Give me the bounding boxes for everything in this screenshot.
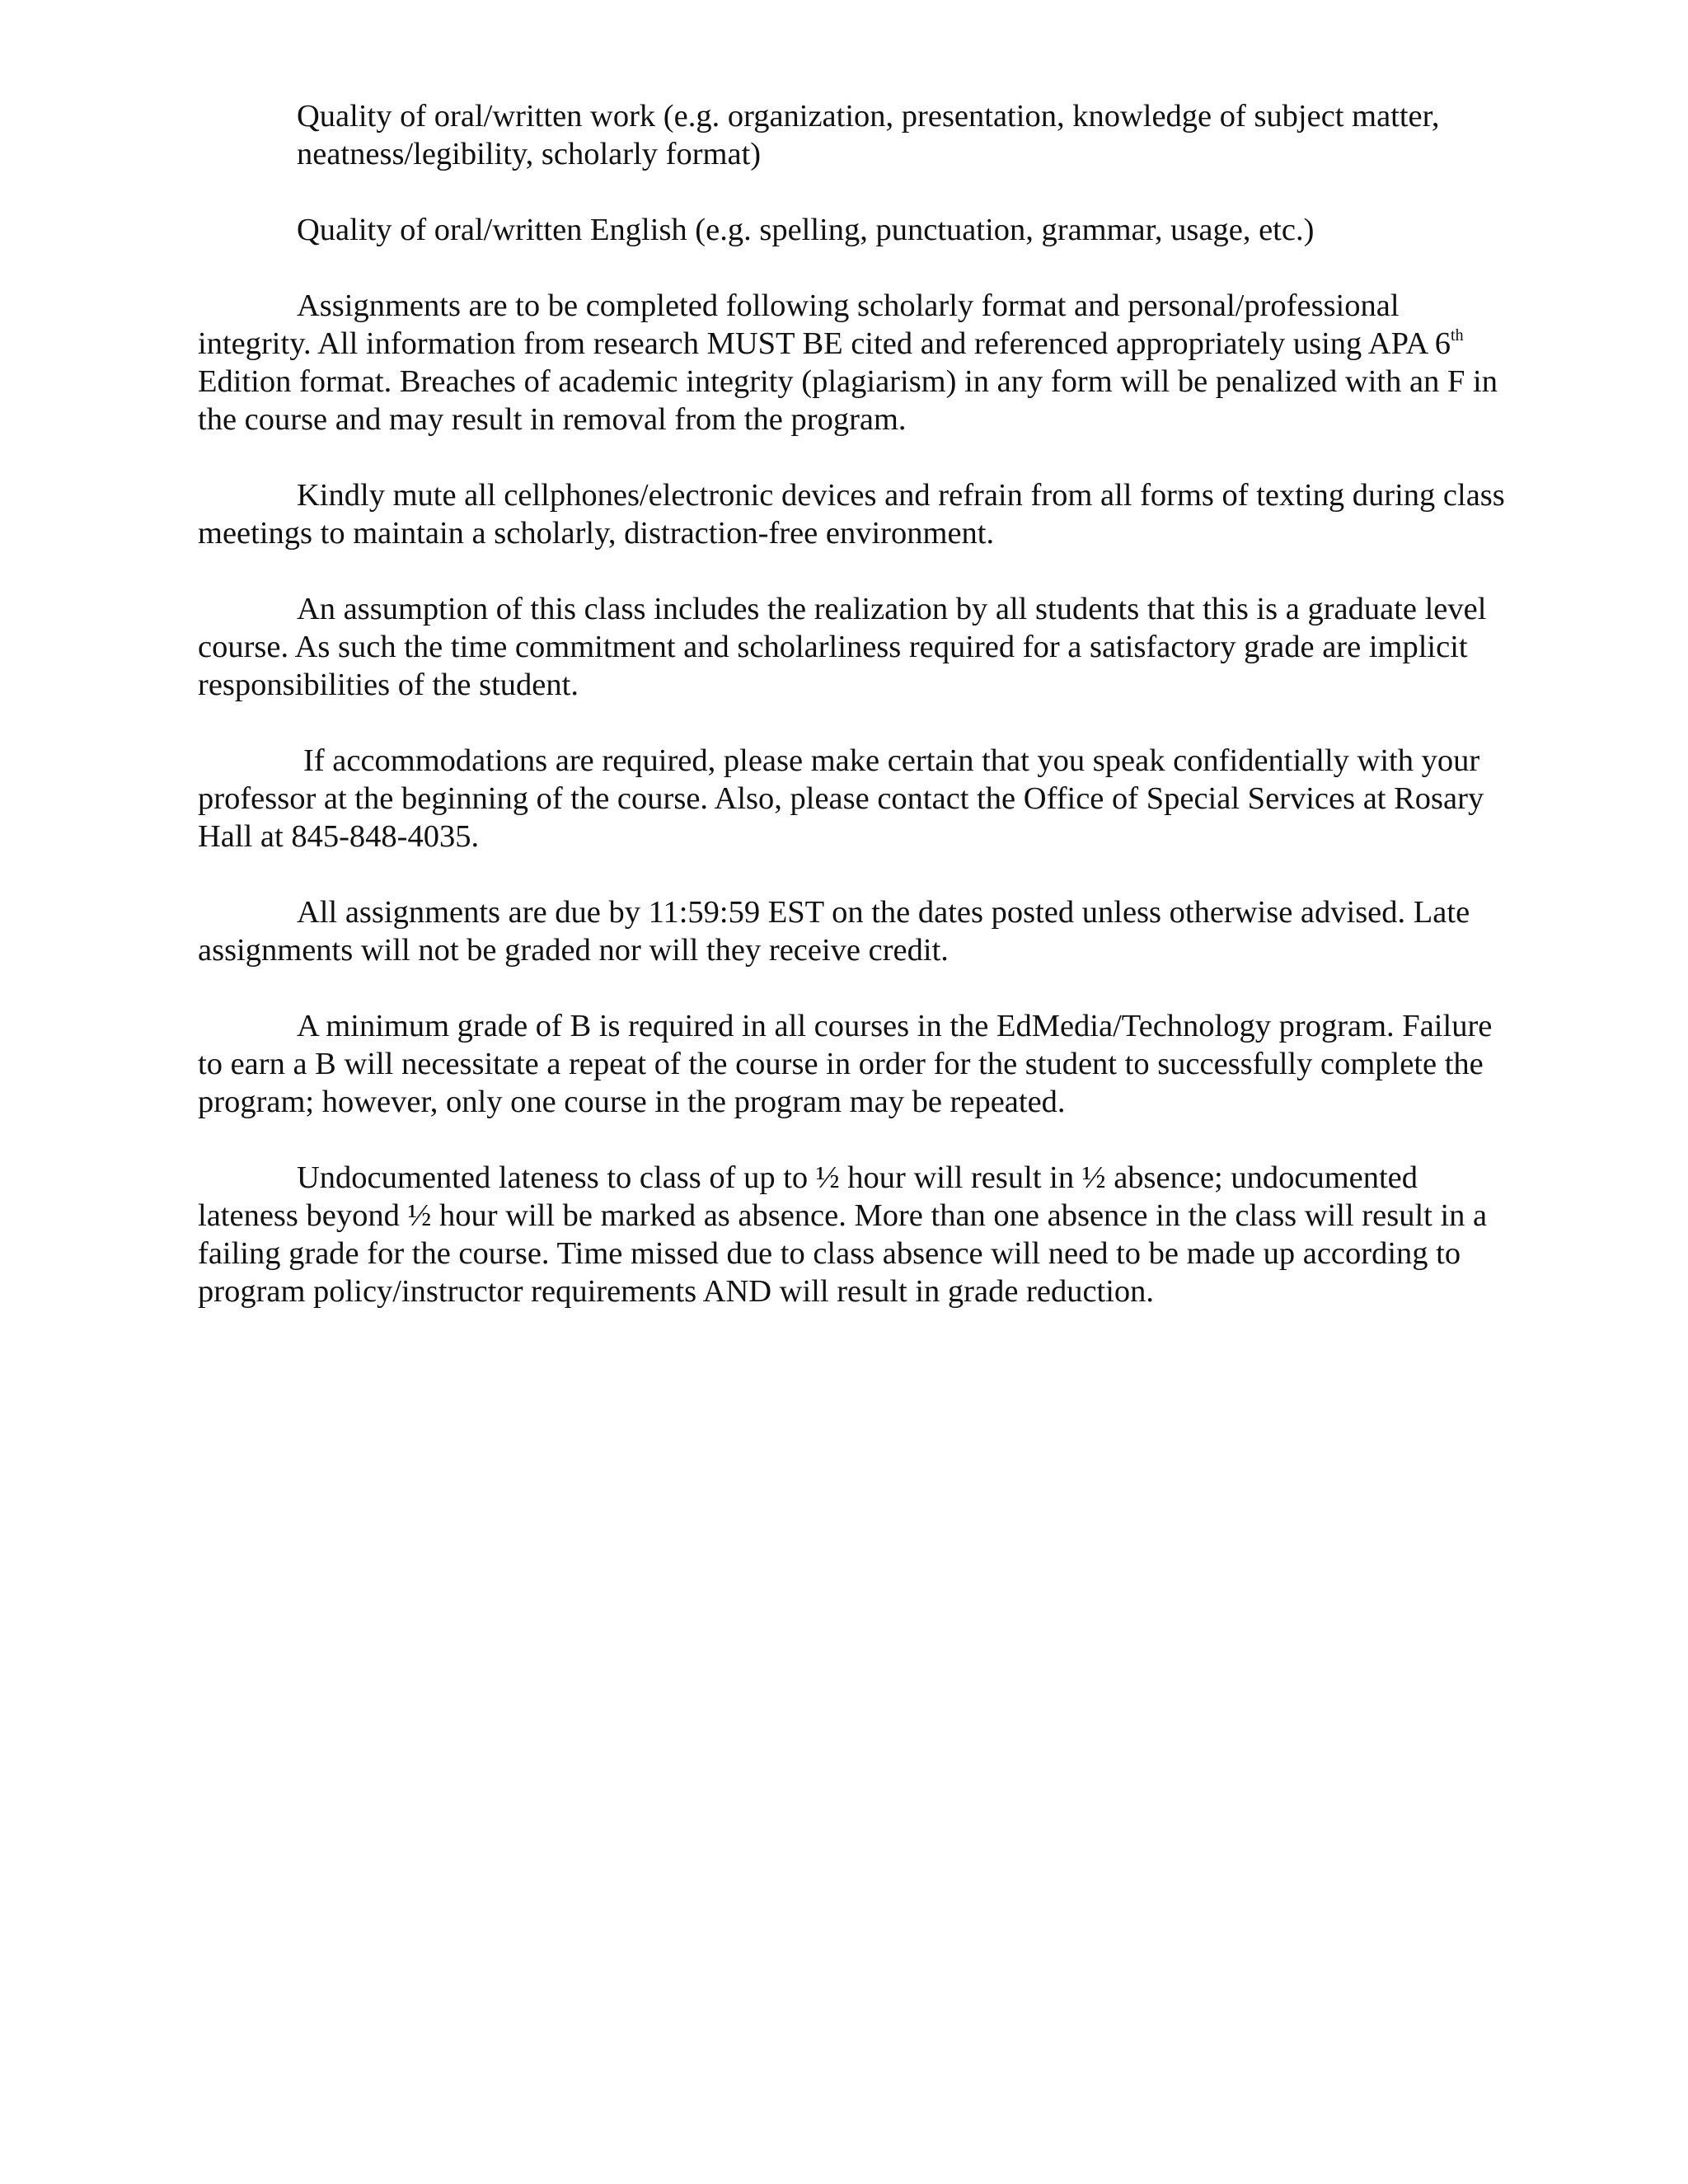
- syllabus-policies: [198, 97, 1517, 1348]
- due-dates-paragraph: All assignments are due by 11:59:59 EST on the dates posted unless otherwise advised. Late assignments will not be graded nor will they receive credit.: [198, 895, 1470, 968]
- lateness-policy-paragraph: Undocumented lateness to class of up to ½ hour will result in ½ absence; undocumented lateness beyond ½ hour will be marked as absence. More than one absence in the class will result in a failing grade for the course. Time missed due to class absence will need to be made up according to program policy/instructor requirements AND will result in grade reduction.: [198, 1160, 1488, 1309]
- integrity-text-end: Edition format. Breaches of academic integrity (plagiarism) in any form will be penalized with an F in the course and may result in removal from the program.: [198, 364, 1498, 437]
- quality-of-english-item: Quality of oral/written English (e.g. spelling, punctuation, grammar, usage, etc.): [297, 213, 1315, 247]
- graduate-level-paragraph: An assumption of this class includes the realization by all students that this is a graduate level course. As such the time commitment and scholarliness required for a satisfactory grade are implicit responsibilities of the student.: [198, 592, 1487, 702]
- quality-of-work-item: Quality of oral/written work (e.g. organization, presentation, knowledge of subject matter, neatness/legibility, scholarly format): [297, 99, 1440, 171]
- minimum-grade-paragraph: A minimum grade of B is required in all courses in the EdMedia/Technology program. Failure to earn a B will necessitate a repeat of the course in order for the student to successfully complete the program; however, only one course in the program may be repeated.: [198, 1009, 1493, 1119]
- academic-integrity-paragraph: [198, 287, 1517, 438]
- integrity-text-start: Assignments are to be completed following scholarly format and personal/professional integrity. All information from research MUST BE cited and referenced appropriately using APA 6: [198, 288, 1451, 361]
- accommodations-paragraph: If accommodations are required, please make certain that you speak confidentially with your professor at the beginning of the course. Also, please contact the Office of Special Services at Rosary Hall at 845-848-4035.: [198, 743, 1484, 854]
- cellphone-policy-paragraph: Kindly mute all cellphones/electronic devices and refrain from all forms of texting during class meetings to maintain a scholarly, distraction-free environment.: [198, 478, 1505, 551]
- ordinal-superscript: th: [1451, 326, 1464, 345]
